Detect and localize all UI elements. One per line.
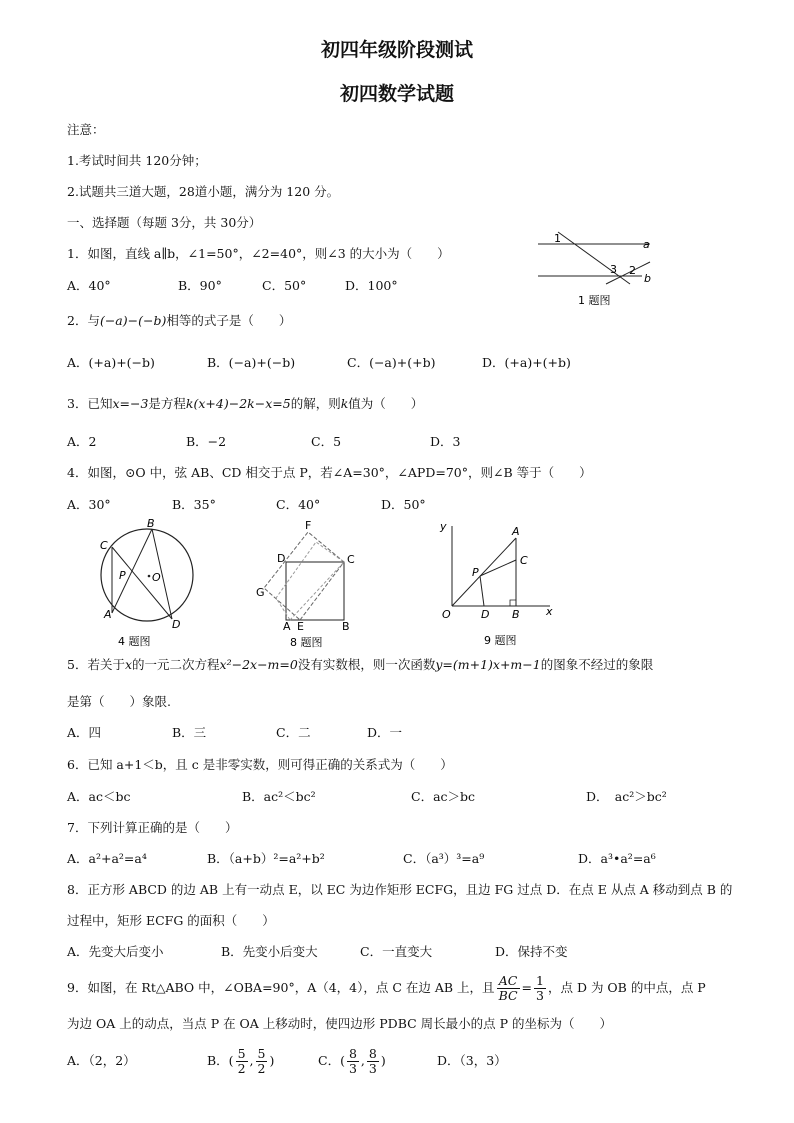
q4-option-d: D．50° bbox=[381, 497, 426, 512]
fig9-label-y: y bbox=[440, 520, 447, 533]
fig8-label-e: E bbox=[297, 620, 304, 633]
right-angle-mark bbox=[510, 600, 516, 606]
notes-label: 注意： bbox=[67, 122, 105, 137]
rectangle-ecfg bbox=[264, 532, 344, 620]
q7-option-a: A．a²+a²=a⁴ bbox=[67, 851, 147, 866]
q9-frac1-num: AC bbox=[497, 974, 520, 989]
q9-b-den1: 2 bbox=[237, 1061, 246, 1076]
fig4-label-a: A bbox=[104, 608, 112, 621]
q3-option-a: A．2 bbox=[67, 434, 97, 449]
note-2: 2.试题共三道大题，28道小题，满分为 120 分。 bbox=[67, 184, 340, 199]
q6-option-a: A．ac＜bc bbox=[67, 789, 131, 804]
q6-option-d: D． ac²＞bc² bbox=[586, 789, 667, 804]
q9-c-num1: 8 bbox=[348, 1046, 357, 1061]
center-dot bbox=[148, 575, 151, 578]
fig8-label-d: D bbox=[277, 552, 286, 565]
exam-title: 初四年级阶段测试 bbox=[320, 39, 473, 61]
q5-option-b: B．三 bbox=[172, 725, 207, 740]
fig9-label-a: A bbox=[512, 525, 520, 538]
q6-option-b: B．ac²＜bc² bbox=[242, 789, 316, 804]
q9-b-sep: , bbox=[249, 1053, 254, 1068]
q4-stem: 4．如图，⊙O 中，弦 AB、CD 相交于点 P，若∠A=30°，∠APD=70°，则∠B 等于（ ） bbox=[67, 465, 592, 480]
q9-figure bbox=[432, 518, 557, 650]
q6-option-c: C．ac＞bc bbox=[411, 789, 476, 804]
q1-stem: 1．如图，直线 a∥b，∠1=50°，∠2=40°，则∠3 的大小为（ ） bbox=[67, 246, 450, 261]
fig4-label-d: D bbox=[172, 618, 181, 631]
q9-stem-line2: 为边 OA 上的动点，当点 P 在 OA 上移动时，使四边形 PDBC 周长最小的点 P 的坐标为（ ） bbox=[67, 1016, 613, 1031]
q7-option-c: C．（a³）³=a⁹ bbox=[403, 851, 485, 866]
q5-stem bbox=[67, 657, 653, 673]
q5-function: y=(m+1)x+m−1 bbox=[435, 657, 541, 672]
q9-frac2-den: 3 bbox=[536, 988, 544, 1003]
q1-option-b: B．90° bbox=[178, 278, 222, 293]
q2-option-b: B．(−a)+(−b) bbox=[207, 355, 296, 370]
q5-x: x bbox=[124, 657, 133, 672]
section-title: 一、选择题（每题 3分，共 30分） bbox=[67, 215, 262, 230]
q2-option-c: C．(−a)+(+b) bbox=[347, 355, 436, 370]
q3-stem bbox=[67, 396, 423, 412]
q3-option-b: B．−2 bbox=[186, 434, 227, 449]
chord-ab-side bbox=[112, 529, 152, 613]
q8-option-b: B．先变小后变大 bbox=[221, 944, 318, 959]
fig8-label-f: F bbox=[305, 520, 312, 532]
q9-option-a: A．（2，2） bbox=[67, 1053, 136, 1068]
q1-option-a: A．40° bbox=[67, 278, 111, 293]
q9-c-den1: 3 bbox=[348, 1061, 357, 1076]
note-1: 1.考试时间共 120分钟； bbox=[67, 153, 207, 168]
q9-c-num2: 8 bbox=[368, 1046, 377, 1061]
q3-x-value: x=−3 bbox=[112, 396, 149, 411]
q9-frac2-num: 1 bbox=[536, 973, 544, 988]
fig8-label-c: C bbox=[347, 553, 355, 566]
q1-figure bbox=[530, 228, 660, 313]
q9-eq: = bbox=[521, 980, 533, 995]
q9-frac1-den: BC bbox=[498, 988, 518, 1003]
q3-option-c: C．5 bbox=[311, 434, 342, 449]
q6-stem: 6．已知 a+1＜b，且 c 是非零实数，则可得正确的关系式为（ ） bbox=[67, 757, 453, 772]
q9-c-post: ) bbox=[380, 1053, 386, 1068]
q1-option-c: C．50° bbox=[262, 278, 307, 293]
q9-b-num2: 5 bbox=[257, 1046, 266, 1061]
fig9-label-p: P bbox=[472, 566, 479, 579]
fig9-label-c: C bbox=[520, 554, 528, 567]
fig4-label-o: O bbox=[152, 571, 161, 584]
q5-pre: 5．若关于 bbox=[67, 657, 125, 672]
q9-b-frac1 bbox=[236, 1047, 248, 1076]
q5-option-d: D．一 bbox=[367, 725, 403, 740]
fig1-label-b: b bbox=[644, 272, 651, 285]
q9-c-pre: C．( bbox=[318, 1053, 345, 1068]
q5-mid2: 没有实数根，则一次函数 bbox=[297, 657, 436, 672]
q8-stem-line2: 过程中，矩形 ECFG 的面积（ ） bbox=[67, 913, 275, 928]
fig8-label-b: B bbox=[342, 620, 350, 633]
q9-stem-line1 bbox=[67, 973, 706, 1003]
q9-fraction-ac-bc bbox=[497, 974, 520, 1003]
fig4-label-c: C bbox=[100, 539, 108, 552]
fig9-label-d: D bbox=[481, 608, 490, 621]
q3-equation: k(x+4)−2k−x=5 bbox=[185, 396, 291, 411]
q9-c-sep: , bbox=[360, 1053, 365, 1068]
fig9-label-x: x bbox=[546, 605, 553, 618]
q9-b-den2: 2 bbox=[257, 1061, 266, 1076]
q9-b-frac2 bbox=[256, 1047, 268, 1076]
q9-b-num1: 5 bbox=[237, 1046, 246, 1061]
q9-option-c bbox=[318, 1043, 386, 1079]
q2-option-d: D．(+a)+(+b) bbox=[482, 355, 571, 370]
q3-mid: 是方程 bbox=[148, 396, 186, 411]
q7-stem: 7．下列计算正确的是（ ） bbox=[67, 820, 238, 835]
q2-option-a: A．(+a)+(−b) bbox=[67, 355, 155, 370]
q9-option-d: D．（3，3） bbox=[437, 1053, 507, 1068]
fig4-label-b: B bbox=[147, 517, 155, 530]
q9-b-post: ) bbox=[269, 1053, 275, 1068]
q8-option-d: D．保持不变 bbox=[495, 944, 568, 959]
q9-pre: 9．如图，在 Rt△ABO 中，∠OBA=90°，A（4，4），点 C 在边 AB 上，且 bbox=[67, 980, 495, 995]
q5-equation: x²−2x−m=0 bbox=[219, 657, 298, 672]
q3-pre: 3．已知 bbox=[67, 396, 113, 411]
q8-option-c: C．一直变大 bbox=[360, 944, 433, 959]
q3-post2: 值为（ ） bbox=[348, 396, 424, 411]
q5-stem-line2: 是第（ ）象限. bbox=[67, 694, 171, 709]
q2-expression: (−a)−(−b) bbox=[99, 313, 167, 328]
q3-post: 的解，则 bbox=[290, 396, 341, 411]
fig4-label-p: P bbox=[119, 569, 126, 582]
q1-option-d: D．100° bbox=[345, 278, 398, 293]
fig1-caption: 1 题图 bbox=[578, 294, 611, 307]
segment-oa bbox=[452, 538, 516, 606]
q5-mid: 的一元二次方程 bbox=[132, 657, 220, 672]
q9-c-frac2 bbox=[367, 1047, 379, 1076]
q9-c-den2: 3 bbox=[368, 1061, 377, 1076]
q2-stem-post: 相等的式子是（ ） bbox=[166, 313, 292, 328]
q8-figure bbox=[250, 520, 365, 650]
q5-post: 的图象不经过的象限 bbox=[540, 657, 654, 672]
chord-cd bbox=[112, 547, 172, 619]
fig9-caption: 9 题图 bbox=[484, 634, 517, 647]
q4-option-c: C．40° bbox=[276, 497, 321, 512]
q9-fraction-one-third bbox=[534, 974, 546, 1003]
q4-option-b: B．35° bbox=[172, 497, 216, 512]
fig1-label-1: 1 bbox=[554, 232, 561, 245]
q9-option-b bbox=[207, 1043, 274, 1079]
q9-c-frac1 bbox=[347, 1047, 359, 1076]
q3-k: k bbox=[340, 396, 349, 411]
q3-option-d: D．3 bbox=[430, 434, 461, 449]
q9-b-pre: B．( bbox=[207, 1053, 234, 1068]
fig1-label-2: 2 bbox=[629, 264, 636, 277]
q7-option-b: B．（a+b）²=a²+b² bbox=[207, 851, 325, 866]
q5-option-c: C．二 bbox=[276, 725, 311, 740]
q4-figure bbox=[92, 515, 207, 650]
segment-pc bbox=[480, 560, 516, 576]
q7-option-d: D．a³•a²=a⁶ bbox=[578, 851, 656, 866]
q8-stem-line1: 8．正方形 ABCD 的边 AB 上有一动点 E，以 EC 为边作矩形 ECFG，且边 FG 过点 D．在点 E 从点 A 移动到点 B 的 bbox=[67, 882, 733, 897]
fig1-label-a: a bbox=[643, 238, 650, 251]
q4-option-a: A．30° bbox=[67, 497, 111, 512]
exam-subtitle: 初四数学试题 bbox=[339, 83, 454, 105]
fig8-label-a: A bbox=[283, 620, 291, 633]
fig8-caption: 8 题图 bbox=[290, 636, 323, 649]
q2-stem bbox=[67, 313, 291, 329]
q9-post: ，点 D 为 OB 的中点，点 P bbox=[547, 980, 706, 995]
q2-stem-pre: 2．与 bbox=[67, 313, 100, 328]
q8-option-a: A．先变大后变小 bbox=[67, 944, 164, 959]
fig8-label-g: G bbox=[256, 586, 265, 599]
segment-pd bbox=[480, 576, 484, 606]
fig9-label-b: B bbox=[512, 608, 520, 621]
fig4-caption: 4 题图 bbox=[118, 635, 151, 648]
fig1-label-3: 3 bbox=[610, 263, 617, 276]
q5-option-a: A．四 bbox=[67, 725, 102, 740]
fig9-label-o: O bbox=[442, 608, 451, 621]
